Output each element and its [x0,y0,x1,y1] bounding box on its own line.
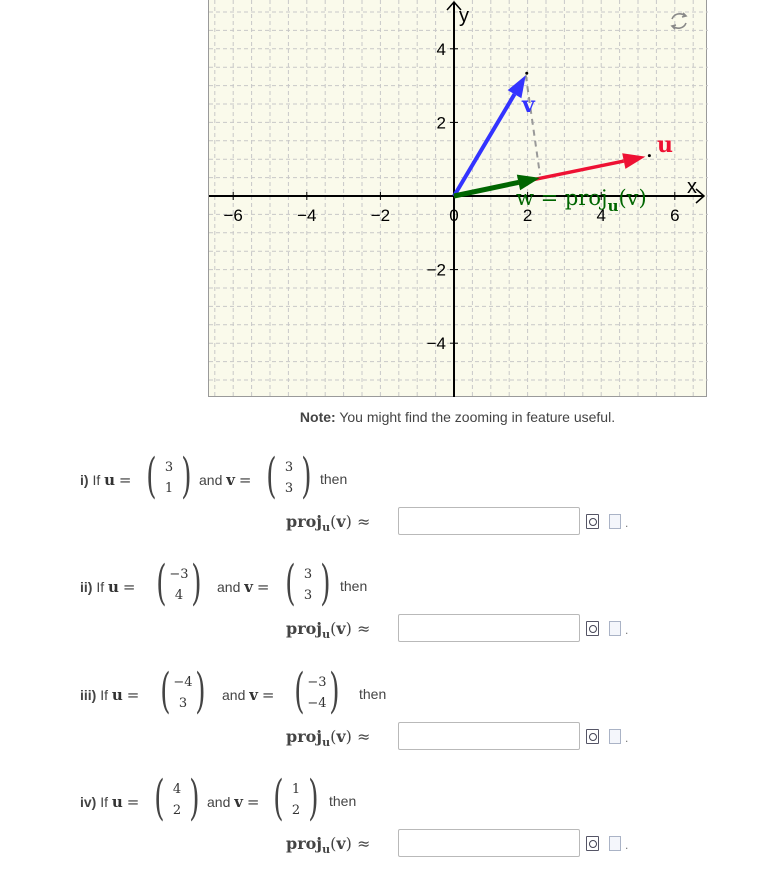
vector-v-2: ( 3 3 ) [285,555,331,611]
question-3-and [222,686,274,704]
equals-sign: = [256,578,270,596]
equals-sign: = [122,578,136,596]
arg-open: ( [330,727,337,746]
x-tick-label: −2 [370,206,391,225]
vector-u-3: ( −4 3 ) [160,663,206,719]
and-text: and [207,794,231,810]
v-symbol: v [234,793,243,811]
proj-text: proj [286,619,323,638]
vector-v-1: ( 3 3 ) [266,448,312,504]
u-component-2: 2 [172,803,182,818]
equals-sign: = [261,686,275,704]
u-component-2: 3 [178,696,188,711]
question-3-prefix [80,686,139,704]
note-bold: Note: [299,409,336,425]
u-component-1: −3 [169,567,189,582]
question-2-and [217,578,269,596]
v-component-1: 1 [291,782,301,797]
if-text: If [100,794,109,810]
vector-v-3: ( −3 −4 ) [294,663,340,719]
vector-u-endpoint [648,154,651,157]
u-component-2: 4 [174,588,184,603]
math-preview-icon[interactable] [586,621,599,636]
arg-close: ) [345,512,352,531]
x-axis-label: x [687,176,697,198]
u-component-1: −4 [173,675,193,690]
arg-close: ) [345,619,352,638]
vector-u-head [622,153,645,169]
approx-sign: ≈ [356,834,371,853]
vector-v-endpoint [525,72,528,75]
u-symbol: u [111,686,123,704]
arg-close: ) [345,834,352,853]
if-text: If [100,687,109,703]
help-document-icon[interactable] [609,836,621,851]
equals-sign: = [126,686,140,704]
v-symbol: v [249,686,258,704]
y-tick-label: 2 [436,113,446,133]
projection-expression [286,834,370,856]
vector-v-4: ( 1 2 ) [273,770,319,826]
proj-text: proj [286,727,323,746]
projection-expression [286,727,370,749]
period: . [625,838,629,852]
approx-sign: ≈ [356,512,371,531]
v-component-2: −4 [307,696,327,711]
vector-v-label: v [522,92,535,118]
answer-input-3[interactable] [398,722,580,750]
question-label: iii) [80,687,97,703]
v-component-1: 3 [303,567,313,582]
projection-label [516,186,647,215]
question-label: ii) [80,579,93,595]
help-document-icon[interactable] [609,621,621,636]
vector-u-2: ( −3 4 ) [156,555,202,611]
vector-v-shaft [454,94,515,196]
arg-open: ( [330,834,337,853]
help-document-icon[interactable] [609,729,621,744]
x-tick-label: 4 [596,206,606,225]
v-component-1: −3 [307,675,327,690]
proj-sub: u [322,736,331,750]
refresh-icon[interactable] [668,10,690,32]
question-label: i) [80,472,89,488]
then-text: then [359,686,387,702]
arg-close: ) [345,727,352,746]
period: . [625,516,629,530]
arg-v: v [336,834,346,853]
and-text: and [222,687,246,703]
u-symbol: u [111,793,123,811]
vector-u-4: ( 4 2 ) [154,770,200,826]
and-text: and [199,472,223,488]
graph-canvas[interactable] [209,0,708,397]
then-text: then [340,578,368,594]
u-component-1: 4 [172,782,182,797]
x-tick-label: 2 [522,206,533,225]
x-tick-label: 0 [449,206,459,225]
projection-dashed-line [526,75,540,175]
proj-text: proj [286,512,323,531]
u-component-1: 3 [164,460,174,475]
proj-sub: u [322,521,331,535]
help-document-icon[interactable] [609,514,621,529]
then-text: then [320,471,348,487]
answer-input-1[interactable] [398,507,580,535]
x-tick-label: 6 [670,206,680,225]
x-tick-label: −4 [297,206,317,225]
approx-sign: ≈ [356,619,371,638]
equals-sign: = [118,471,132,489]
period: . [625,623,629,637]
v-component-2: 3 [303,588,313,603]
vector-u-label: u [657,132,673,158]
v-symbol: v [226,471,235,489]
math-preview-icon[interactable] [586,514,599,529]
projection-label-main: w = proj [516,186,608,210]
x-tick-label: −6 [223,206,243,225]
equals-sign: = [126,793,140,811]
then-text: then [329,793,357,809]
projection-expression [286,619,370,641]
arg-open: ( [330,619,337,638]
answer-input-2[interactable] [398,614,580,642]
question-4-and [207,793,259,811]
question-2-prefix [80,578,135,596]
question-1-prefix [80,471,132,489]
question-1-and [199,471,251,489]
proj-text: proj [286,834,323,853]
equals-sign: = [238,471,252,489]
zoom-note [208,409,707,425]
projection-label-arg: (v) [618,186,647,210]
proj-sub: u [322,843,331,857]
vector-u-1: ( 3 1 ) [146,448,192,504]
equals-sign: = [246,793,260,811]
if-text: If [96,579,105,595]
question-4-prefix [80,793,139,811]
v-component-2: 3 [284,481,294,496]
if-text: If [92,472,101,488]
approx-sign: ≈ [356,727,371,746]
arg-v: v [336,619,346,638]
arg-open: ( [330,512,337,531]
v-component-2: 2 [291,803,301,818]
y-axis-label: y [459,5,469,27]
vector-graph[interactable] [208,0,707,397]
question-label: iv) [80,794,97,810]
note-text: You might find the zooming in feature useful. [335,409,616,425]
u-symbol: u [104,471,116,489]
y-tick-label: 4 [436,39,446,59]
math-preview-icon[interactable] [586,836,599,851]
u-component-2: 1 [164,481,174,496]
u-symbol: u [108,578,119,596]
v-symbol: v [244,578,253,596]
period: . [625,731,629,745]
projection-expression [286,512,370,534]
arg-v: v [336,512,346,531]
v-component-1: 3 [284,460,294,475]
and-text: and [217,579,241,595]
y-tick-label: −2 [426,260,446,280]
math-preview-icon[interactable] [586,729,599,744]
arg-v: v [336,727,346,746]
y-tick-label: −4 [426,334,446,354]
answer-input-4[interactable] [398,829,580,857]
projection-label-sub: u [607,197,619,215]
proj-sub: u [322,628,331,642]
